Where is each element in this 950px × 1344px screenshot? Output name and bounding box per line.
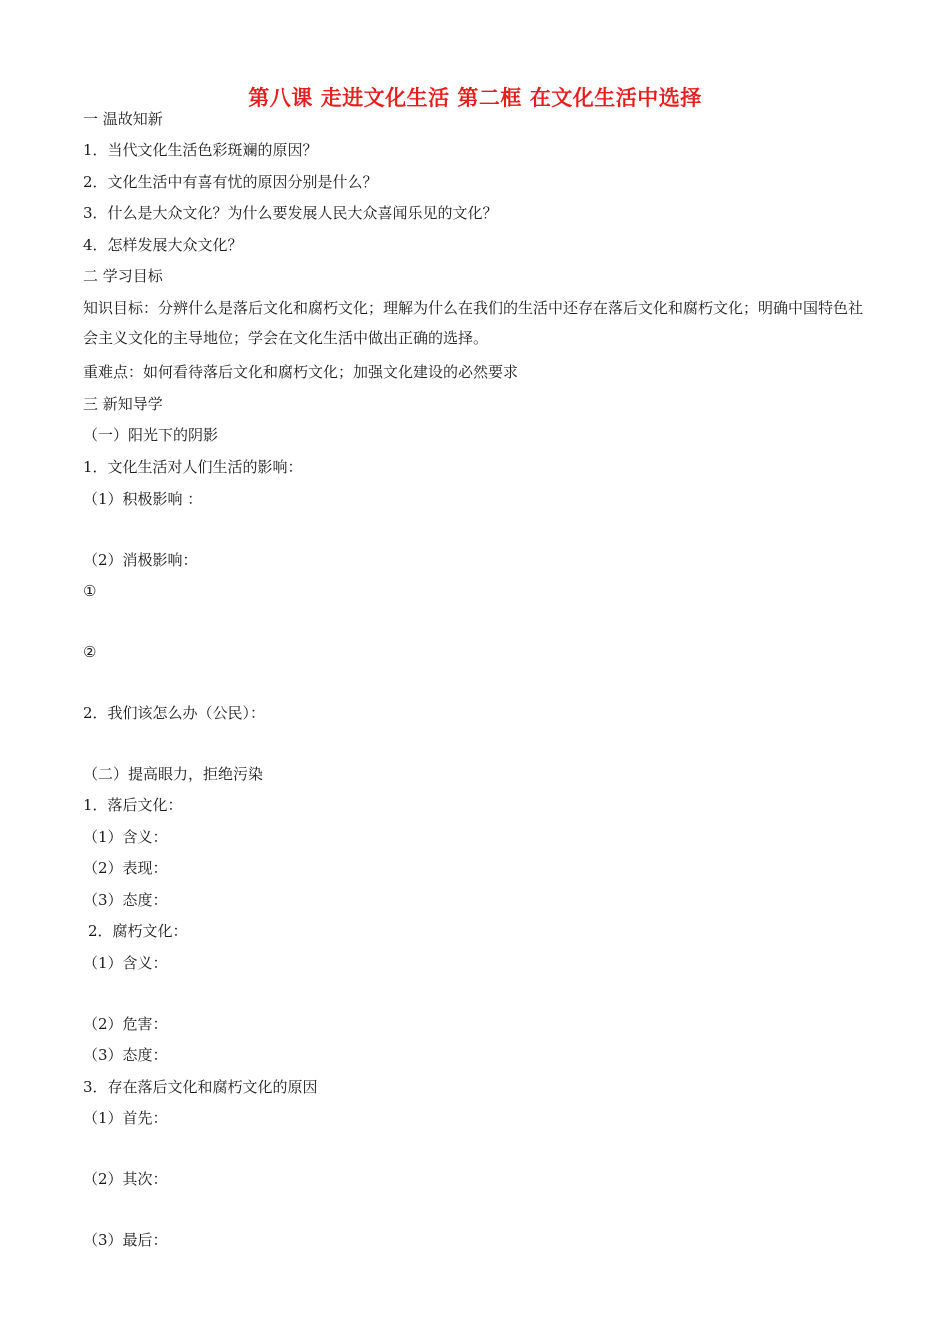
circled-point-1: ① <box>83 582 97 600</box>
decadent-culture-heading: 2．腐朽文化： <box>88 922 188 940</box>
backward-culture-heading: 1．落后文化： <box>83 796 183 814</box>
backward-culture-meaning: （1）含义： <box>83 828 168 846</box>
part1-item-2: 2．我们该怎么办（公民）： <box>83 704 266 722</box>
decadent-culture-attitude: （3）态度： <box>83 1046 168 1064</box>
reason-last: （3）最后： <box>83 1231 168 1249</box>
review-question-4: 4．怎样发展大众文化？ <box>83 236 243 254</box>
knowledge-goals: 知识目标：分辨什么是落后文化和腐朽文化；理解为什么在我们的生活中还存在落后文化和腐朽文化；明确中国特色社会主义文化的主导地位；学会在文化生活中做出正确的选择。 <box>83 299 864 347</box>
section-heading-goals: 二 学习目标 <box>83 267 163 285</box>
key-points: 重难点：如何看待落后文化和腐朽文化；加强文化建设的必然要求 <box>83 363 519 381</box>
review-question-2: 2．文化生活中有喜有忧的原因分别是什么？ <box>83 173 378 191</box>
reason-second: （2）其次： <box>83 1170 168 1188</box>
part1-heading: （一）阳光下的阴影 <box>83 426 219 444</box>
backward-culture-manifestation: （2）表现： <box>83 859 168 877</box>
circled-point-2: ② <box>83 643 97 661</box>
decadent-culture-meaning: （1）含义： <box>83 954 168 972</box>
review-question-1: 1．当代文化生活色彩斑斓的原因？ <box>83 141 318 159</box>
section-heading-review: 一 温故知新 <box>83 110 163 128</box>
review-question-3: 3．什么是大众文化？为什么要发展人民大众喜闻乐见的文化？ <box>83 204 498 222</box>
backward-culture-attitude: （3）态度： <box>83 891 168 909</box>
reasons-heading: 3．存在落后文化和腐朽文化的原因 <box>83 1078 318 1096</box>
reason-first: （1）首先： <box>83 1109 168 1127</box>
part2-heading: （二）提高眼力，拒绝污染 <box>83 765 264 783</box>
positive-influence: （1）积极影响 ： <box>83 490 203 508</box>
negative-influence: （2）消极影响： <box>83 551 198 569</box>
section-heading-new-knowledge: 三 新知导学 <box>83 395 163 413</box>
page-title: 第八课 走进文化生活 第二框 在文化生活中选择 <box>248 86 702 110</box>
part1-item-1: 1．文化生活对人们生活的影响： <box>83 458 303 476</box>
decadent-culture-harm: （2）危害： <box>83 1015 168 1033</box>
